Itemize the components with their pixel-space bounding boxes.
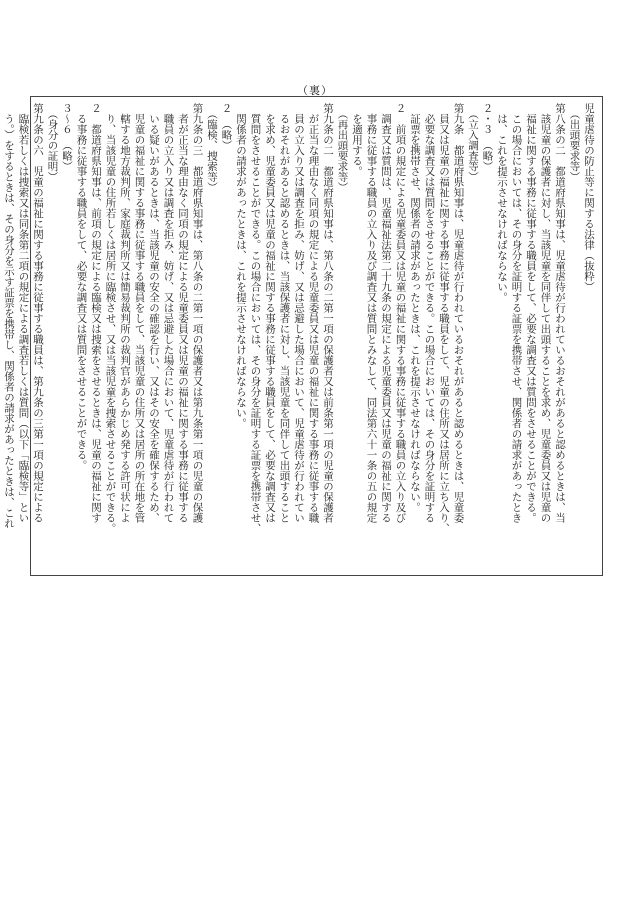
text-line: いる疑いがあるときは、当該児童の安全の確認を行い、又はその安全を確保するため、 [148,103,160,523]
law-excerpt-box [3,96,603,576]
text-line: 第九条の二 都道府県知事は、第八条の二第一項の保護者又は前条第一項の児童の保護者 [322,103,334,523]
text-line: 員又は児童の福祉に関する事務に従事する職員をして、児童の住所又は居所に立ち入り、 [438,103,450,534]
text-line: 事務に従事する職員の立入り及び調査又は質問とみなして、同法第六十一条の五の規定 [365,103,378,523]
text-line: 福祉に関する事務に従事する職員をして、必要な調査又は質問をさせることができる。 [525,103,537,523]
text-line: ２・３ （略） [481,103,494,172]
text-line: ２ 都道府県知事は、前項の規定による臨検又は捜索をさせるときは、児童の福祉に関す [90,103,102,523]
text-line: 関係者の請求があったときは、これを提示させなければならない。 [235,103,247,429]
text-line: ３～６ （略） [61,103,73,172]
text-line: 児童虐待の防止等に関する法律（抜粋） [583,103,595,292]
text-line: 児童の福祉に関する事務に従事する職員をして、当該児童の住所又は居所の所在地を管 [133,103,146,523]
text-line: 質問をさせることができる。この場合においては、その身分を証明する証票を携帯させ、 [249,103,262,534]
text-line: 員の立入り又は調査を拒み、妨げ、又は忌避した場合において、児童虐待が行われてい [293,103,305,523]
text-line: （出頭要求等） [568,103,581,182]
text-line: （立入調査等） [467,103,479,182]
text-line: ２ （略） [220,103,233,151]
text-line: 臨検若しくは捜索又は同条第二項の規定による調査若しくは質問（以下「臨検等」とい [17,103,30,523]
text-line: う。）をするときは、その身分を示す証票を携帯し、関係者の請求があったときは、これ [3,103,15,529]
text-line: を求め、児童委員又は児童の福祉に関する事務に従事する職員をして、必要な調査又は [264,103,276,523]
text-line: 者が正当な理由なく同項の規定による児童委員又は児童の福祉に関する事務に従事する [177,103,189,523]
text-line: 職員の立入り又は調査を拒み、妨げ、又は忌避した場合において、児童虐待が行われて [162,103,175,523]
text-line: （臨検、捜索等） [206,103,218,193]
text-line: 第九条 都道府県知事は、児童虐待が行われているおそれがあると認めるときは、児童委 [452,103,465,523]
text-line: （再出頭要求等） [336,103,349,193]
text-line: 証票を携帯させ、関係者の請求があったときは、これを提示させなければならない。 [409,103,421,513]
text-line: 該児童の保護者に対し、当該児童を同伴して出頭することを求め、児童委員又は児童の [539,103,552,523]
text-line: 第九条の三 都道府県知事は、第八条の二第一項の保護者又は第九条第一項の児童の保護 [191,103,204,523]
text-line: （身分の証明） [46,103,59,182]
text-line: 轄する地方裁判所、家庭裁判所又は簡易裁判所の裁判官があらかじめ発する許可状によ [119,103,131,523]
text-line: を適用する。 [351,103,363,177]
text-line: るおそれがあると認めるときは、当該保護者に対し、当該児童を同伴して出頭すること [278,103,291,523]
text-line: 調査又は質問は、児童福祉法第二十九条の規定による児童委員又は児童の福祉に関する [380,103,392,523]
text-line: 必要な調査又は質問をさせることができる。この場合においては、その身分を証明する [423,103,436,523]
text-line: 第九条の六 児童の福祉に関する事務に従事する職員は、第九条の三第一項の規定による [32,103,44,523]
text-line: る事務に従事する職員をして、必要な調査又は質問をさせることができる。 [75,103,88,471]
law-excerpt-text [3,103,596,569]
text-line: この場合においては、その身分を証明する証票を携帯させ、関係者の請求があったとき [510,103,523,523]
text-line: ２ 前項の規定による児童委員又は児童の福祉に関する事務に従事する職員の立入り及び [394,103,407,523]
page-side-label: （裏） [297,84,333,97]
text-line: 第八条の二 都道府県知事は、児童虐待が行われているおそれがあると認めるときは、当 [554,103,566,523]
text-line: は、これを提示させなければならない。 [496,103,508,303]
text-line: が正当な理由なく同項の規定による児童委員又は児童の福祉に関する事務に従事する職 [307,103,320,523]
text-line: り、当該児童の住所若しくは居所に臨検させ、又は当該児童を捜索させることができる。 [104,103,117,534]
